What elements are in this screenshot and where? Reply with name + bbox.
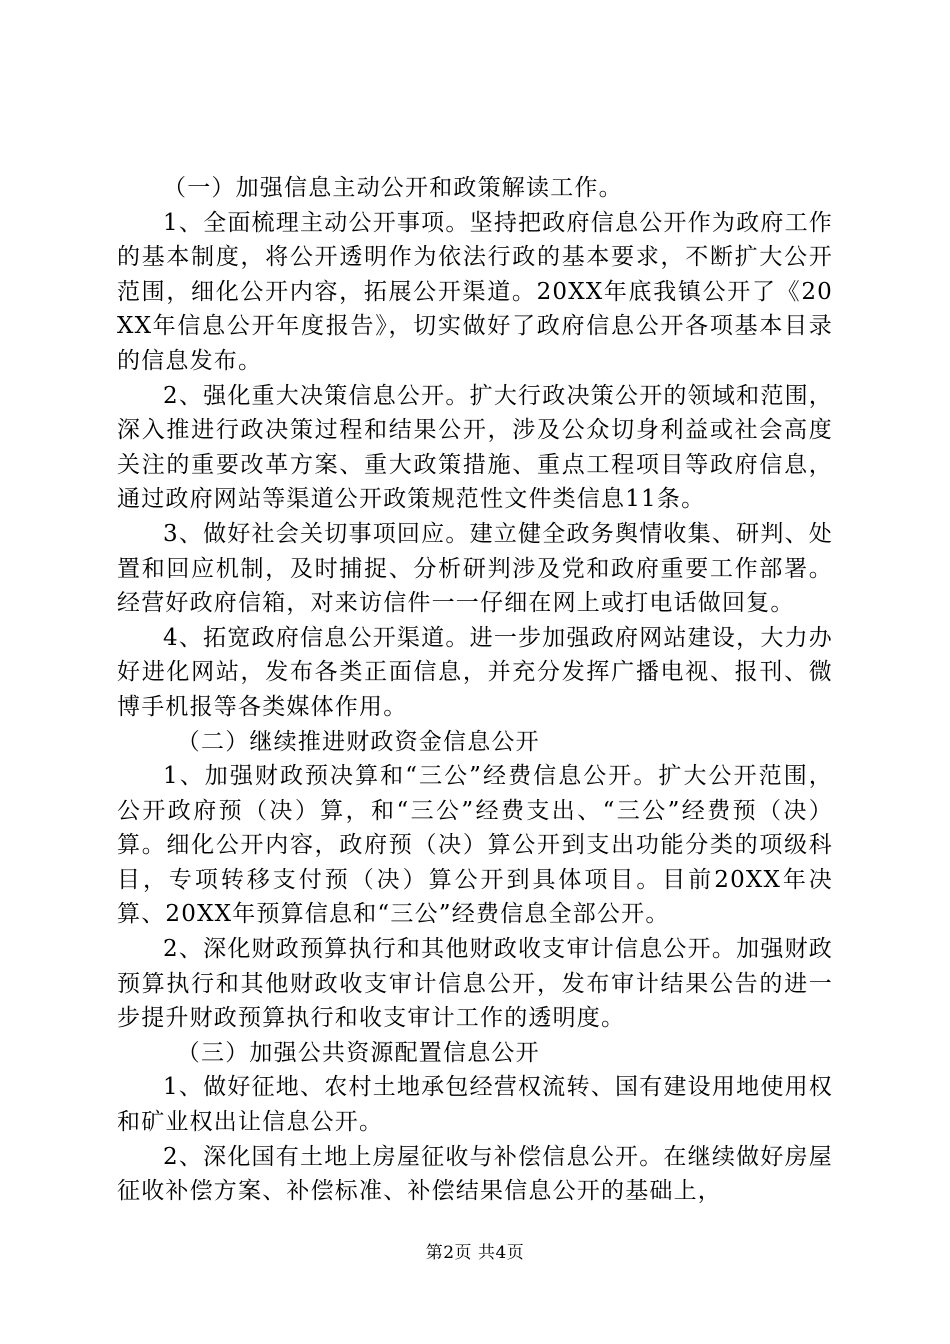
paragraph: 2、深化财政预算执行和其他财政收支审计信息公开。加强财政预算执行和其他财政收支审计信息公开，发布审计结果公告的进一步提升财政预算执行和收支审计工作的透明度。: [117, 936, 833, 1032]
page-footer: 第2页 共4页: [425, 1243, 525, 1263]
section-heading-2: （二）继续推进财政资金信息公开: [176, 728, 540, 755]
section-heading-1: （一）加强信息主动公开和政策解读工作。: [163, 175, 623, 201]
paragraph: 1、做好征地、农村土地承包经营权流转、国有建设用地使用权和矿业权出让信息公开。: [117, 1074, 833, 1136]
paragraph: 2、强化重大决策信息公开。扩大行政决策公开的领域和范围，深入推进行政决策过程和结果公开，涉及公众切身利益或社会高度关注的重要改革方案、重大政策措施、重点工程项目等政府信息，通过政府网站等渠道公开政策规范性文件类信息11条。: [117, 382, 833, 513]
paragraph: 2、深化国有土地上房屋征收与补偿信息公开。在继续做好房屋征收补偿方案、补偿标准、补偿结果信息公开的基础上，: [117, 1143, 833, 1205]
document-body: [117, 171, 833, 1209]
section-heading-3: （三）加强公共资源配置信息公开: [176, 1039, 540, 1066]
paragraph: 1、加强财政预决算和“三公”经费信息公开。扩大公开范围，公开政府预（决）算，和“三公”经费支出、“三公”经费预（决）算。细化公开内容，政府预（决）算公开到支出功能分类的项级科目，专项转移支付预（决）算公开到具体项目。目前20XX年决算、20XX年预算信息和“三公”经费信息全部公开。: [117, 763, 833, 928]
paragraph: 1、全面梳理主动公开事项。坚持把政府信息公开作为政府工作的基本制度，将公开透明作为依法行政的基本要求，不断扩大公开范围，细化公开内容，拓展公开渠道。20XX年底我镇公开了《20XX年信息公开年度报告》，切实做好了政府信息公开各项基本目录的信息发布。: [117, 209, 833, 374]
paragraph: 3、做好社会关切事项回应。建立健全政务舆情收集、研判、处置和回应机制，及时捕捉、分析研判涉及党和政府重要工作部署。经营好政府信箱，对来访信件一一仔细在网上或打电话做回复。: [117, 520, 833, 617]
paragraph: 4、拓宽政府信息公开渠道。进一步加强政府网站建设，大力办好进化网站，发布各类正面信息，并充分发挥广播电视、报刊、微博手机报等各类媒体作用。: [117, 624, 833, 720]
